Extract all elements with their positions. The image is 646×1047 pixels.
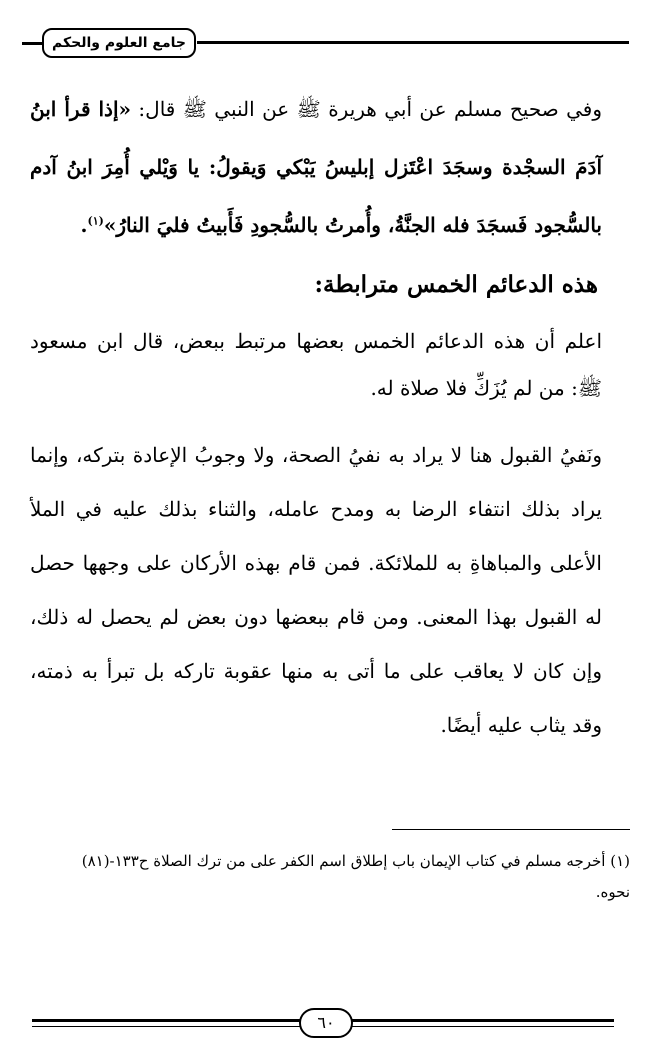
running-title: جامع العلوم والحكم — [42, 28, 196, 58]
footnote-separator — [392, 829, 630, 830]
header-rule-left — [22, 42, 42, 45]
footnote: (١) أخرجه مسلم في كتاب الإيمان باب إطلاق اسم الكفر على من ترك الصلاة ح١٣٣-(٨١) نحوه. — [81, 852, 630, 901]
header-rule — [197, 41, 629, 44]
hadith-intro: وفي صحيح مسلم عن أبي هريرة ﷺ عن النبي ﷺ قال: — [131, 97, 602, 121]
hadith-quote: «إذا قرأ ابنُ آدَمَ السجْدة وسجَدَ اعْتَزل إبليسُ يَبْكي وَيقولُ: يا وَيْلي أُمِرَ ابنُ آدم بالسُّجود فَسجَدَ فله الجنَّةُ، وأُمرتُ بالسُّجودِ فَأَبيتُ فليَ النارُ» — [30, 97, 602, 237]
section-heading: هذه الدعائم الخمس مترابطة: — [314, 271, 598, 298]
paragraph-acceptance: ونَفيُ القبول هنا لا يراد به نفيُ الصحة، ولا وجوبُ الإعادة بتركه، وإنما يراد بذلك انتفاء الرضا به ومدح عامله، والثناء بذلك عليه في الملأ الأعلى والمباهاةِ به للملائكة. فمن قام بهذه الأركان على وجهها حصل له القبول بهذا المعنى. ومن قام ببعضها دون بعض لم يحصل له ذلك، وإن كان لا يعاقب على ما أتى به منها عقوبة تاركه بل تبرأ به ذمته، وقد يثاب عليه أيضًا. — [30, 443, 602, 737]
hadith-end: . — [80, 213, 88, 237]
footnote-reference[interactable]: (١) — [87, 214, 104, 228]
paragraph-interrelation: اعلم أن هذه الدعائم الخمس بعضها مرتبط ببعض، قال ابن مسعود ﷺ: من لم يُزَكِّ فلا صلاة له. — [30, 329, 602, 400]
page-number: ٦٠ — [299, 1008, 353, 1038]
hadith-paragraph — [30, 80, 602, 254]
